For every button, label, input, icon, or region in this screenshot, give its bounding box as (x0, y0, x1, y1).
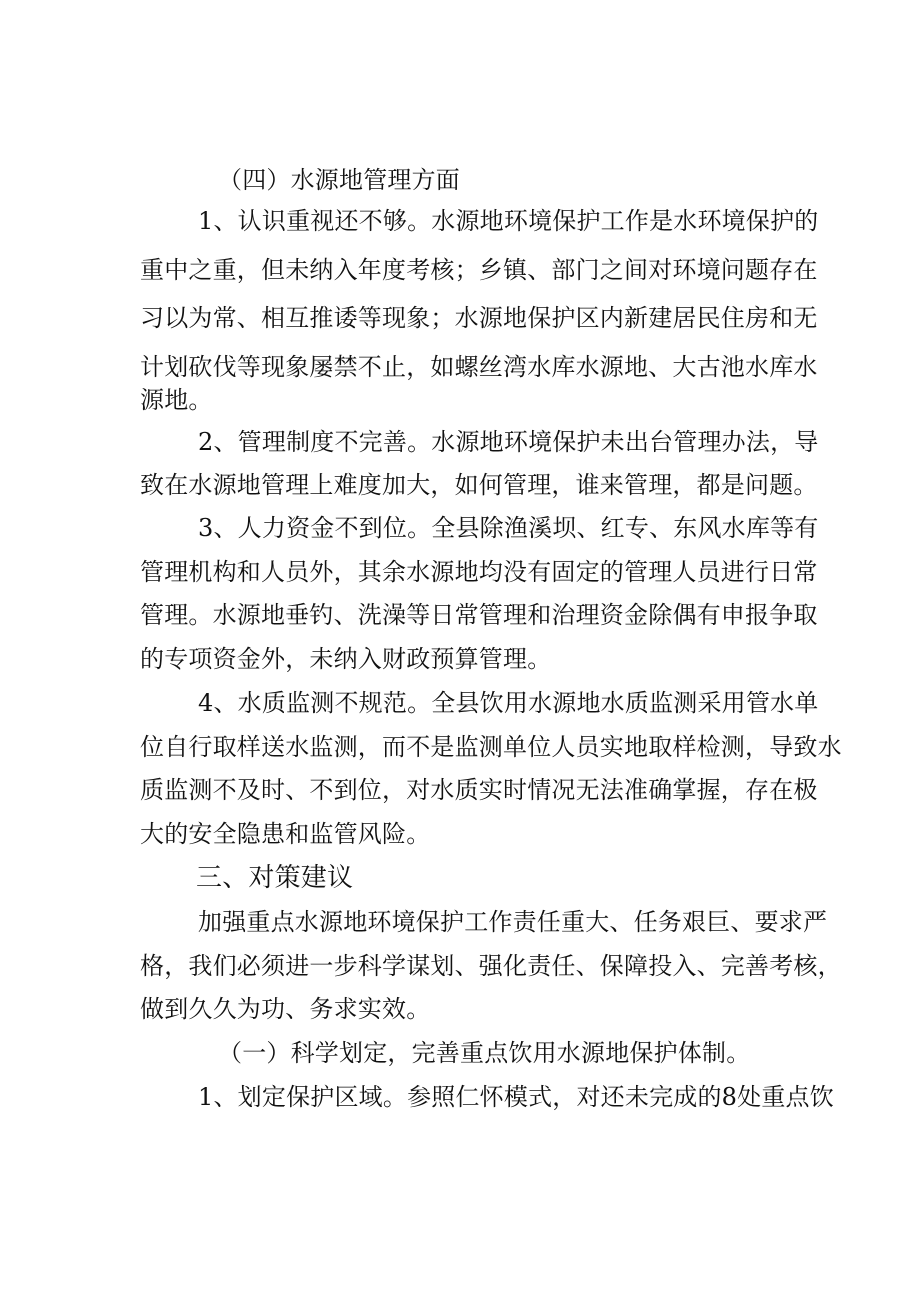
paragraph-line: 格，我们必须进一步科学谋划、强化责任、保障投入、完善考核， (140, 952, 842, 980)
paragraph-line: 的专项资金外，未纳入财政预算管理。 (140, 645, 552, 673)
paragraph-line: 做到久久为功、务求实效。 (140, 995, 431, 1023)
paragraph-line: 致在水源地管理上难度加大，如何管理，谁来管理，都是问题。 (140, 471, 818, 499)
paragraph-line: 重中之重，但未纳入年度考核；乡镇、部门之间对环境问题存在 (140, 256, 818, 284)
paragraph-line: 4、水质监测不规范。全县饮用水源地水质监测采用管水单 (198, 689, 819, 717)
paragraph-line: 计划砍伐等现象屡禁不止，如螺丝湾水库水源地、大古池水库水 (140, 353, 818, 381)
part-heading-3: 三、对策建议 (196, 863, 354, 893)
paragraph-line: 位自行取样送水监测，而不是监测单位人员实地取样检测，导致水 (140, 733, 842, 761)
paragraph-line: 习以为常、相互推诿等现象；水源地保护区内新建居民住房和无 (140, 304, 818, 332)
paragraph-line: 1、划定保护区域。参照仁怀模式，对还未完成的8处重点饮 (198, 1083, 834, 1111)
paragraph-line: 管理。水源地垂钓、洗澡等日常管理和治理资金除偶有申报争取 (140, 601, 818, 629)
paragraph-line: 质监测不及时、不到位，对水质实时情况无法准确掌握，存在极 (140, 776, 818, 804)
paragraph-line: 2、管理制度不完善。水源地环境保护未出台管理办法，导 (198, 428, 819, 456)
subsection-heading-1: （一）科学划定，完善重点饮用水源地保护体制。 (218, 1039, 751, 1067)
section-heading-4: （四）水源地管理方面 (218, 166, 460, 194)
paragraph-line: 源地。 (140, 386, 213, 414)
paragraph-line: 加强重点水源地环境保护工作责任重大、任务艰巨、要求严 (198, 908, 828, 936)
paragraph-line: 3、人力资金不到位。全县除渔溪坝、红专、东风水库等有 (198, 514, 819, 542)
paragraph-line: 1、认识重视还不够。水源地环境保护工作是水环境保护的 (198, 207, 819, 235)
paragraph-line: 管理机构和人员外，其余水源地均没有固定的管理人员进行日常 (140, 558, 818, 586)
paragraph-line: 大的安全隐患和监管风险。 (140, 820, 431, 848)
